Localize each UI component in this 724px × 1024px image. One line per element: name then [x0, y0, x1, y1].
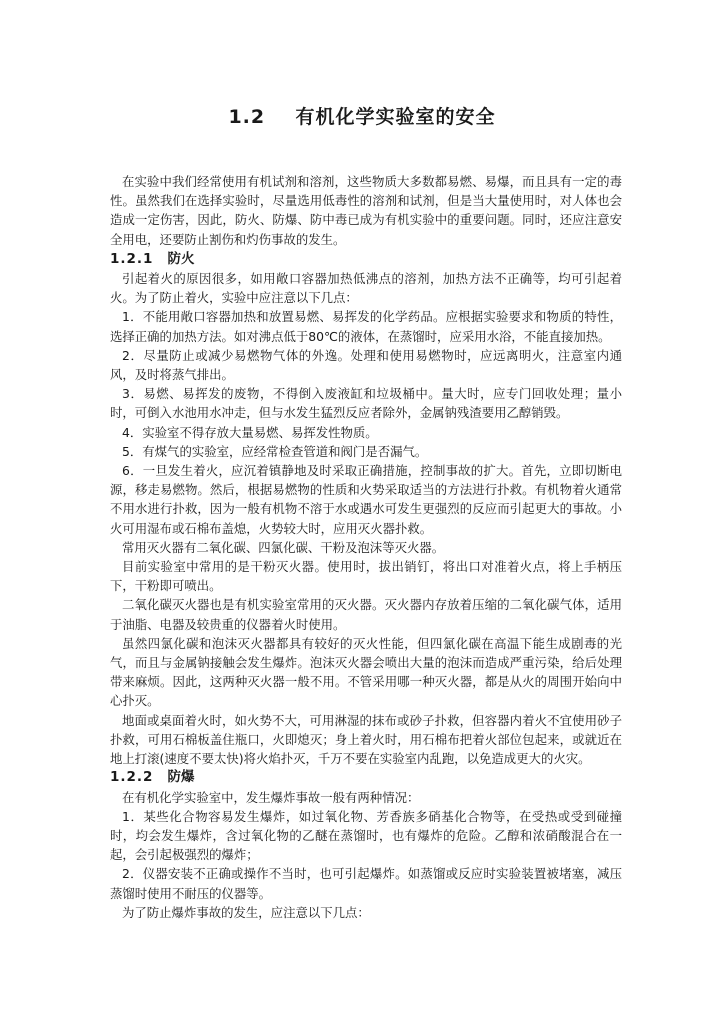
- paragraph: 引起着火的原因很多，如用敞口容器加热低沸点的溶剂，加热方法不正确等，均可引起着火。为了防止着火，实验中应注意以下几点：: [110, 271, 622, 306]
- page-title: 1.2 有机化学实验室的安全: [228, 106, 496, 128]
- list-item: 5．有煤气的实验室，应经常检查管道和阀门是否漏气。: [122, 443, 428, 459]
- section-heading-fire-prevention: [110, 250, 622, 269]
- paragraph: 目前实验室中常用的是干粉灭火器。使用时，拔出销钉，将出口对准着火点，将上手柄压下，干粉即可喷出。: [110, 559, 622, 594]
- paragraph: 常用灭火器有二氧化碳、四氯化碳、干粉及泡沫等灭火器。: [122, 539, 445, 555]
- intro-paragraph: 在实验中我们经常使用有机试剂和溶剂，这些物质大多数都易燃、易爆，而且具有一定的毒性。虽然我们在选择实验时，尽量选用低毒性的溶剂和试剂，但是当大量使用时，对人体也会造成一定伤害，因此，防火、防爆、防中毒已成为有机实验中的重要问题。同时，还应注意安全用电，还要防止割伤和灼伤事故的发生。: [110, 174, 622, 247]
- list-item: 4．实验室不得存放大量易燃、易挥发性物质。: [122, 424, 378, 440]
- paragraph: 在有机化学实验室中，发生爆炸事故一般有两种情况：: [122, 789, 420, 805]
- list-item: 2．尽量防止或减少易燃物气体的外逸。处理和使用易燃物时，应远离明火，注意室内通风，及时将蒸气排出。: [110, 347, 622, 383]
- paragraph: 二氧化碳灭火器也是有机实验室常用的灭火器。灭火器内存放着压缩的二氧化碳气体，适用于油脂、电器及较贵重的仪器着火时使用。: [110, 597, 622, 632]
- section-number: 1.2.1: [110, 250, 154, 267]
- section-title: 防爆: [167, 769, 195, 786]
- section-title: 防火: [167, 250, 195, 267]
- list-item: 1．某些化合物容易发生爆炸，如过氧化物、芳香族多硝基化合物等，在受热或受到碰撞时，均会发生爆炸，含过氧化物的乙醚在蒸馏时，也有爆炸的危险。乙醇和浓硝酸混合在一起，会引起极强烈的爆炸；: [110, 808, 622, 863]
- document-body: [110, 172, 622, 922]
- list-item: 2．仪器安装不正确或操作不当时，也可引起爆炸。如蒸馏或反应时实验装置被堵塞，减压蒸馏时使用不耐压的仪器等。: [110, 866, 622, 901]
- list-item: 3．易燃、易挥发的废物，不得倒入废液缸和垃圾桶中。量大时，应专门回收处理；量小时，可倒入水池用水冲走，但与水发生猛烈反应者除外，金属钠残渣要用乙醇销毁。: [110, 386, 622, 421]
- paragraph: 地面或桌面着火时，如火势不大，可用淋湿的抹布或砂子扑救，但容器内着火不宜使用砂子扑救，可用石棉板盖住瓶口，火即熄灭；身上着火时，用石棉布把着火部位包起来，或就近在地上打滚(速度不要太快)将火焰扑灭，千万不要在实验室内乱跑，以免造成更大的火灾。: [110, 712, 622, 767]
- paragraph: 虽然四氯化碳和泡沫灭火器都具有较好的灭火性能，但四氯化碳在高温下能生成剧毒的光气，而且与金属钠接触会发生爆炸。泡沫灭火器会喷出大量的泡沫而造成严重污染，给后处理带来麻烦。因此，这两种灭火器一般不用。不管采用哪一种灭火器，都是从火的周围开始向中心扑灭。: [110, 635, 622, 709]
- list-item: 1．不能用敞口容器加热和放置易燃、易挥发的化学药品。应根据实验要求和物质的特性，选择正确的加热方法。如对沸点低于80℃的液体，在蒸馏时，应采用水浴，不能直接加热。: [110, 309, 622, 344]
- list-item: 6．一旦发生着火，应沉着镇静地及时采取正确措施，控制事故的扩大。首先，立即切断电源，移走易燃物。然后，根据易燃物的性质和火势采取适当的方法进行扑救。有机物着火通常不用水进行扑救，因为一般有机物不溶于水或遇水可发生更强烈的反应而引起更大的事故。小火可用湿布或石棉布盖熄，火势较大时，应用灭火器扑救。: [110, 463, 622, 536]
- section-heading-explosion-prevention: [110, 768, 622, 787]
- paragraph: 为了防止爆炸事故的发生，应注意以下几点：: [122, 904, 370, 920]
- section-number: 1.2.2: [110, 769, 154, 786]
